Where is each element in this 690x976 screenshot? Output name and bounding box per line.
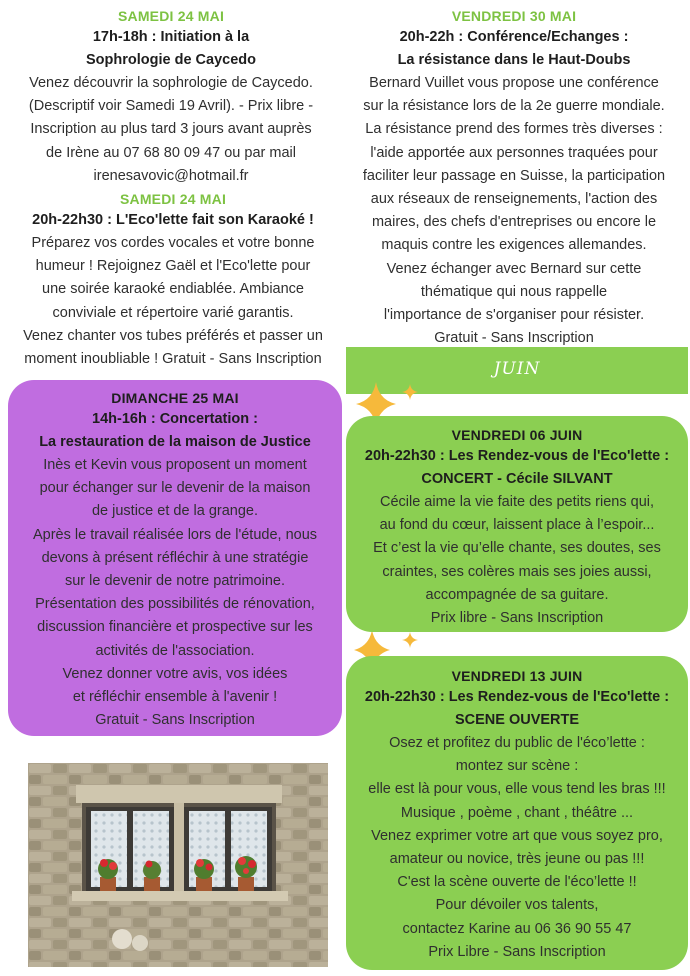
description-line: pour échanger sur le devenir de la maison [39, 480, 311, 497]
description-line: (Descriptif voir Samedi 19 Avril). - Prix libre - [28, 98, 314, 115]
description-line: l'importance de s'organiser pour résister. [383, 307, 645, 324]
description-line: sur la résistance lors de la 2e guerre mondiale. [363, 98, 665, 115]
description-line: Gratuit - Sans Inscription [95, 712, 255, 729]
event-title [6, 26, 336, 72]
event-date: SAMEDI 24 MAI [119, 191, 227, 207]
event-title-line: 20h-22h30 : L'Eco'lette fait son Karaoké ! [32, 212, 314, 228]
description-line: de Irène au 07 68 80 09 47 ou par mail [46, 144, 296, 161]
description-line: activités de l'association. [95, 642, 255, 659]
description-line: maires, des chefs d'entreprises ou encore le [371, 214, 657, 231]
event-title-line: 14h-16h : Concertation : [92, 411, 258, 427]
description-line: Osez et profitez du public de l'éco’lette : [389, 735, 645, 751]
description-line: au fond du cœur, laissent place à l’espoir... [379, 517, 655, 534]
description-line: Venez chanter vos tubes préférés et passer un [23, 327, 323, 344]
event-concert [346, 425, 688, 630]
event-title-line: La résistance dans le Haut-Doubs [397, 52, 631, 68]
description-line: Musique , poème , chant , théâtre ... [400, 804, 634, 821]
description-line: amateur ou novice, très jeune ou pas !!! [389, 851, 645, 868]
event-date: SAMEDI 24 MAI [117, 8, 225, 24]
description-line: Inscription au plus tard 3 jours avant auprès [30, 121, 312, 138]
description-line: Venez exprimer votre art que vous soyez pro, [371, 827, 663, 844]
event-concertation [8, 388, 342, 732]
event-date: VENDREDI 06 JUIN [451, 427, 583, 443]
description-line: et réfléchir ensemble à l'avenir ! [72, 689, 278, 706]
description-line: La résistance prend des formes très diverses : [365, 121, 663, 138]
event-description [6, 232, 340, 371]
event-title [346, 686, 688, 732]
event-conference [344, 6, 684, 350]
event-title [6, 209, 340, 232]
event-title-line: La restauration de la maison de Justice [39, 434, 311, 450]
description-line: Venez donner votre avis, vos idées [62, 665, 288, 682]
event-description [8, 454, 342, 732]
description-line: accompagnée de sa guitare. [425, 586, 609, 603]
description-line: Bernard Vuillet vous propose une conférence [369, 75, 659, 91]
description-line: craintes, ses colères mais ses joies aussi, [382, 563, 652, 580]
description-line: conviviale et répertoire varié garantis. [52, 304, 294, 321]
event-description [346, 491, 688, 630]
description-line: une soirée karaoké endiablée. Ambiance [42, 281, 304, 298]
event-title-line: 20h-22h30 : Les Rendez-vous de l'Eco'lette : [364, 689, 670, 705]
description-line: devons à présent réfléchir à une stratégie [41, 549, 309, 566]
event-date: VENDREDI 13 JUIN [451, 668, 583, 684]
month-label: JUIN [493, 359, 541, 379]
event-title [346, 445, 688, 491]
description-line: Inès et Kevin vous proposent un moment [43, 457, 307, 473]
description-line: montez sur scène : [455, 758, 579, 775]
description-line: aux réseaux de renseignements, l'action des [370, 191, 658, 208]
description-line: contactez Karine au 06 36 90 55 47 [402, 920, 632, 937]
description-line: Prix Libre - Sans Inscription [428, 943, 606, 960]
description-line: Pour dévoiler vos talents, [435, 897, 599, 914]
event-sophrologie [6, 6, 336, 188]
description-line: de justice et de la grange. [91, 503, 259, 520]
event-title [8, 408, 342, 454]
email-link[interactable]: irenesavovic@hotmail.fr [93, 167, 249, 184]
description-line: maquis contre les exigences allemandes. [381, 237, 647, 254]
event-scene [346, 666, 688, 964]
event-description [6, 72, 336, 188]
description-line: humeur ! Rejoignez Gaël et l'Eco'lette pour [35, 258, 311, 275]
description-line: Et c’est la vie qu’elle chante, ses doutes, ses [373, 540, 661, 557]
event-title-line: 20h-22h30 : Les Rendez-vous de l'Eco'lette : [364, 448, 670, 464]
event-karaoke [6, 189, 340, 371]
description-line: sur le devenir de notre patrimoine. [64, 573, 286, 590]
event-title-line: Sophrologie de Caycedo [86, 52, 256, 68]
description-line: Préparez vos cordes vocales et votre bonne [31, 235, 315, 251]
description-line: elle est là pour vous, elle vous tend les bras !!! [368, 781, 666, 798]
description-line: discussion financière et prospective sur les [37, 619, 313, 636]
description-line: Prix libre - Sans Inscription [430, 610, 604, 627]
description-line: Après le travail réalisée lors de l'étude, nous [32, 526, 318, 543]
description-line: C'est la scène ouverte de l'éco’lette !! [397, 874, 637, 891]
photo-illustration [28, 763, 328, 967]
description-line: Venez échanger avec Bernard sur cette [386, 260, 642, 277]
event-title-line: CONCERT - Cécile SILVANT [421, 471, 613, 487]
description-line: faciliter leur passage en Suisse, la participation [362, 167, 666, 184]
description-line: Gratuit - Sans Inscription [434, 330, 594, 347]
event-description [346, 732, 688, 964]
event-title-line: 17h-18h : Initiation à la [92, 29, 250, 45]
description-line: moment inoubliable ! Gratuit - Sans Inscription [24, 351, 322, 368]
window-flowers-photo [28, 763, 328, 967]
event-title-line: 20h-22h : Conférence/Echanges : [399, 29, 629, 45]
event-date: VENDREDI 30 MAI [451, 8, 577, 24]
description-line: thématique qui nous rappelle [420, 283, 608, 300]
description-line: Cécile aime la vie faite des petits riens qui, [379, 494, 655, 510]
event-title-line: SCENE OUVERTE [454, 712, 580, 728]
event-description [344, 72, 684, 350]
description-line: Présentation des possibilités de rénovation, [35, 596, 315, 613]
event-title [344, 26, 684, 72]
event-date: DIMANCHE 25 MAI [111, 390, 239, 406]
description-line: l'aide apportée aux personnes traquées pour [370, 144, 658, 161]
description-line: Venez découvrir la sophrologie de Caycedo. [29, 75, 313, 91]
